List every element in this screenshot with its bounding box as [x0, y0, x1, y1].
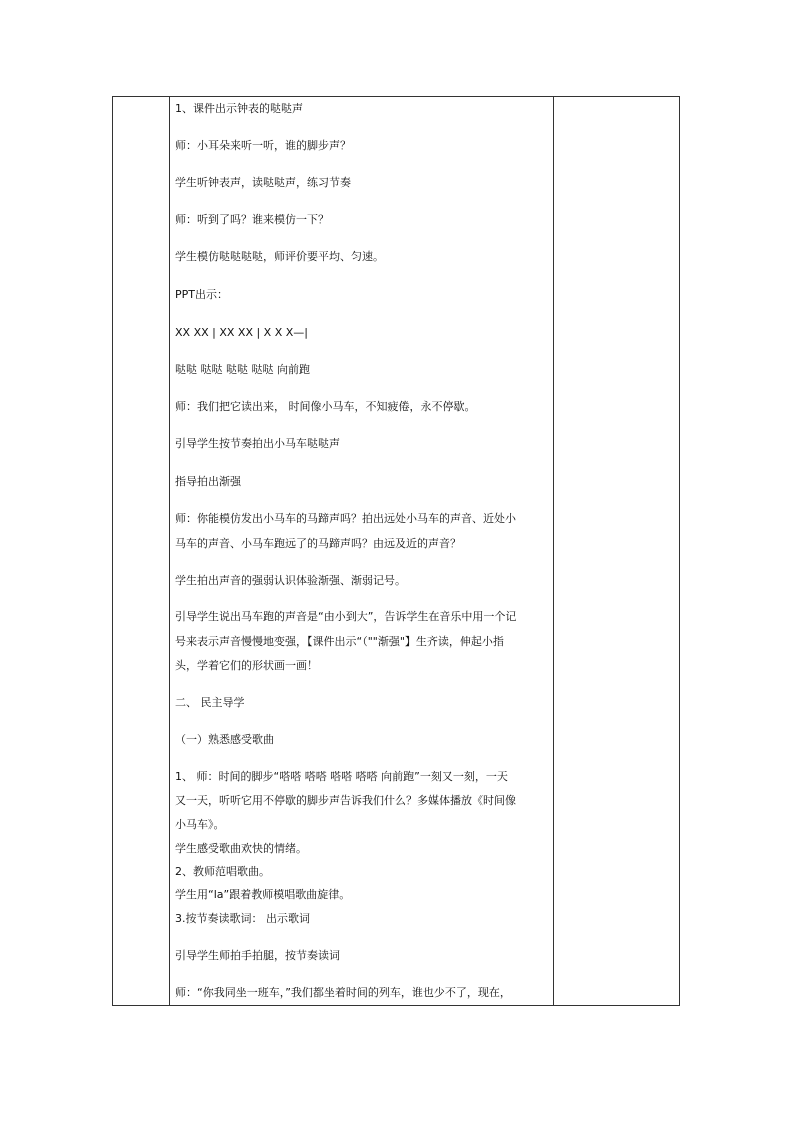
subsection-heading: （一）熟悉感受歌曲	[175, 733, 274, 746]
text-line: 引导学生师拍手拍腿，按节奏读词	[175, 949, 340, 962]
text-line: 学生听钟表声，读哒哒声，练习节奏	[175, 176, 351, 189]
text-line: 师：“你我同坐一班车，”我们都坐着时间的列车，谁也少不了，现在，	[175, 986, 511, 999]
text-line: 引导学生按节奏拍出小马车哒哒声	[175, 437, 340, 450]
text-line: 又一天，听听它用不停歇的脚步声告诉我们什么？多媒体播放《时间像	[175, 794, 516, 807]
text-line: 指导拍出渐强	[175, 475, 241, 488]
lesson-plan-table	[112, 96, 680, 1006]
rhythm-notation: XX XX | XX XX | X X X—|	[175, 326, 308, 339]
text-line: 马车的声音、小马车跑远了的马蹄声吗？由远及近的声音？	[175, 537, 461, 550]
text-line: 师：小耳朵来听一听，谁的脚步声？	[175, 139, 351, 152]
text-line: 小马车》。	[175, 818, 225, 831]
text-line: 学生感受歌曲欢快的情绪。	[175, 842, 307, 855]
rhythm-lyrics: 哒哒 哒哒 哒哒 哒哒 向前跑	[175, 363, 310, 376]
text-line: 师：我们把它读出来， 时间像小马车，不知疲倦，永不停歇。	[175, 400, 476, 413]
text-line: 2、教师范唱歌曲。	[175, 865, 270, 878]
right-column-cell	[553, 97, 679, 1005]
text-line: 1、课件出示钟表的哒哒声	[175, 102, 303, 115]
section-heading: 二、 民主导学	[175, 696, 245, 709]
text-line: 3.按节奏读歌词： 出示歌词	[175, 912, 310, 925]
text-line: 师：听到了吗？谁来模仿一下？	[175, 213, 329, 226]
content-column-cell	[170, 97, 555, 1005]
text-line: 学生拍出声音的强弱认识体验渐强、渐弱记号。	[175, 574, 406, 587]
text-line: 学生模仿哒哒哒哒，师评价要平均、匀速。	[175, 250, 384, 263]
text-line: PPT出示：	[175, 288, 228, 301]
text-line: 号来表示声音慢慢地变强，【课件出示“（""渐强"】生齐读，伸起小指	[175, 635, 504, 648]
text-line: 引导学生说出马车跑的声音是“由小到大”，告诉学生在音乐中用一个记	[175, 610, 517, 623]
text-line: 师：你能模仿发出小马车的马蹄声吗？拍出远处小马车的声音、近处小	[175, 512, 516, 525]
left-column-cell	[113, 97, 170, 1005]
text-line: 学生用“la”跟着教师模唱歌曲旋律。	[175, 888, 351, 901]
text-line: 头，学着它们的形状画一画！	[175, 659, 318, 672]
text-line: 1、 师：时间的脚步“嗒嗒 嗒嗒 嗒嗒 嗒嗒 向前跑”一刻又一刻，一天	[175, 770, 508, 783]
